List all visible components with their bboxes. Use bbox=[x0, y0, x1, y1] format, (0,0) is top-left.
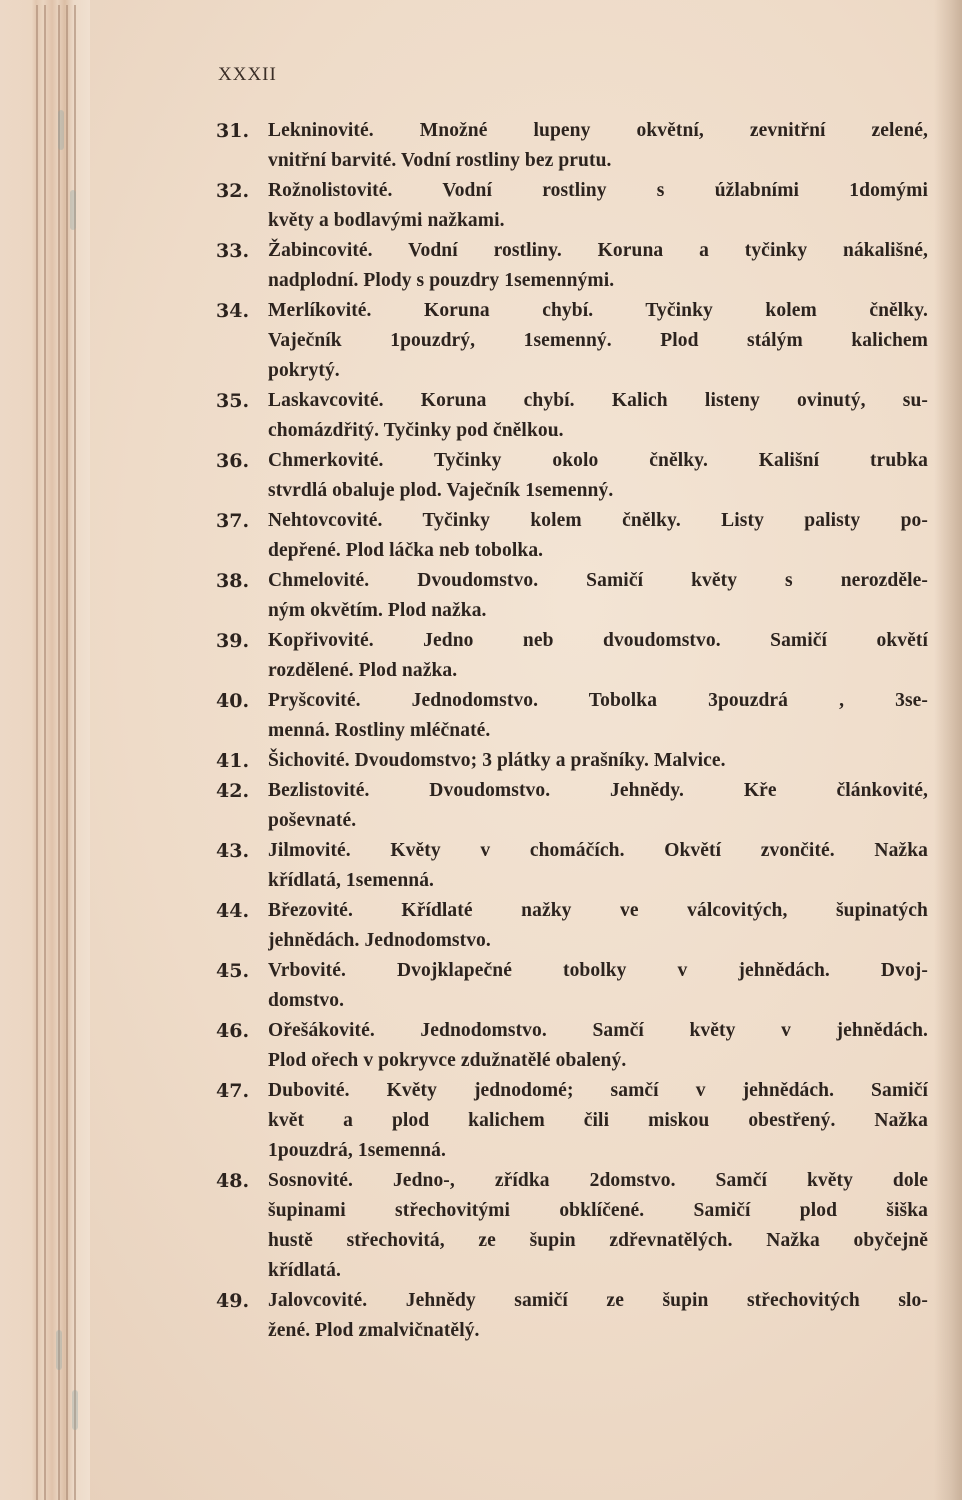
entry-line: Bezlistovité. Dvoudomstvo. Jehnědy. Kře článkovité, bbox=[268, 780, 928, 801]
entry-number: 42. bbox=[216, 780, 250, 802]
entry-number: 45. bbox=[216, 960, 250, 982]
entry-number: 39. bbox=[216, 630, 250, 652]
entry-number: 35. bbox=[216, 390, 250, 412]
list-item bbox=[216, 236, 928, 296]
entry-line: Šichovité. Dvoudomstvo; 3 plátky a prašníky. Malvice. bbox=[268, 750, 726, 771]
entry-number: 33. bbox=[216, 240, 250, 262]
entry-number: 49. bbox=[216, 1290, 250, 1312]
entry-text bbox=[268, 176, 928, 236]
list-item bbox=[216, 896, 928, 956]
binding-edge-line bbox=[66, 5, 68, 1500]
list-item bbox=[216, 776, 928, 836]
entry-line: Březovité. Křídlaté nažky ve válcovitých, šupinatých bbox=[268, 900, 928, 921]
entry-line: Vrbovité. Dvojklapečné tobolky v jehnědách. Dvoj- bbox=[268, 960, 928, 981]
entry-line: květ a plod kalichem čili miskou obestřený. Nažka bbox=[268, 1110, 928, 1131]
entry-text bbox=[268, 956, 928, 1016]
entry-number: 46. bbox=[216, 1020, 250, 1042]
binding-edge-line bbox=[58, 5, 60, 1500]
entry-text bbox=[268, 296, 928, 386]
entry-line: Merlíkovité. Koruna chybí. Tyčinky kolem čnělky. bbox=[268, 300, 928, 321]
page-edge-shadow bbox=[934, 0, 962, 1500]
entry-line: vnitřní barvité. Vodní rostliny bez prutu. bbox=[268, 150, 612, 171]
entry-line: Ořešákovité. Jednodomstvo. Samčí květy v jehnědách. bbox=[268, 1020, 928, 1041]
book-binding bbox=[0, 0, 90, 1500]
binding-stain bbox=[70, 190, 76, 230]
entry-text bbox=[268, 116, 928, 176]
entry-text bbox=[268, 746, 928, 776]
entry-line: Jilmovité. Květy v chomáčích. Okvětí zvončité. Nažka bbox=[268, 840, 928, 861]
entry-number: 41. bbox=[216, 750, 250, 772]
entry-line: Kopřivovité. Jedno neb dvoudomstvo. Samičí okvětí bbox=[268, 630, 928, 651]
entry-number: 36. bbox=[216, 450, 250, 472]
entry-line: depřené. Plod láčka neb tobolka. bbox=[268, 540, 544, 561]
list-item bbox=[216, 386, 928, 446]
entry-line: rozdělené. Plod nažka. bbox=[268, 660, 458, 681]
entry-line: Laskavcovité. Koruna chybí. Kalich listeny ovinutý, su- bbox=[268, 390, 928, 411]
binding-edge-line bbox=[36, 5, 38, 1500]
entry-line: chomázdřitý. Tyčinky pod čnělkou. bbox=[268, 420, 564, 441]
entry-line: Rožnolistovité. Vodní rostliny s úžlabními 1domými bbox=[268, 180, 928, 201]
entry-line: Plod ořech v pokryvce zdužnatělé obalený. bbox=[268, 1050, 627, 1071]
entry-number: 38. bbox=[216, 570, 250, 592]
list-item bbox=[216, 506, 928, 566]
entry-number: 47. bbox=[216, 1080, 250, 1102]
entry-line: stvrdlá obaluje plod. Vaječník 1semenný. bbox=[268, 480, 614, 501]
entry-line: poševnaté. bbox=[268, 810, 357, 831]
entry-number: 32. bbox=[216, 180, 250, 202]
entry-number: 43. bbox=[216, 840, 250, 862]
entry-line: Lekninovité. Množné lupeny okvětní, zevnitřní zelené, bbox=[268, 120, 928, 141]
entry-text bbox=[268, 1076, 928, 1166]
entry-line: ným okvětím. Plod nažka. bbox=[268, 600, 487, 621]
entry-number: 48. bbox=[216, 1170, 250, 1192]
entry-line: 1pouzdrá, 1semenná. bbox=[268, 1140, 446, 1161]
entry-line: domstvo. bbox=[268, 990, 345, 1011]
list-item bbox=[216, 1286, 928, 1346]
entry-text bbox=[268, 836, 928, 896]
list-item bbox=[216, 956, 928, 1016]
list-item bbox=[216, 626, 928, 686]
entry-number: 31. bbox=[216, 120, 250, 142]
entry-line: žené. Plod zmalvičnatělý. bbox=[268, 1320, 480, 1341]
entry-number: 34. bbox=[216, 300, 250, 322]
binding-stain bbox=[56, 1330, 62, 1370]
entry-text bbox=[268, 626, 928, 686]
entry-text bbox=[268, 566, 928, 626]
page-number: XXXII bbox=[218, 64, 277, 85]
entry-line: křídlatá, 1semenná. bbox=[268, 870, 435, 891]
entry-line: Sosnovité. Jedno-, zřídka 2domstvo. Samčí květy dole bbox=[268, 1170, 928, 1191]
entry-line: šupinami střechovitými obklíčené. Samičí plod šiška bbox=[268, 1200, 928, 1221]
entry-number: 37. bbox=[216, 510, 250, 532]
entry-line: pokrytý. bbox=[268, 360, 340, 381]
list-item bbox=[216, 836, 928, 896]
entry-number: 40. bbox=[216, 690, 250, 712]
binding-edge-line bbox=[44, 5, 46, 1500]
list-item bbox=[216, 1166, 928, 1286]
family-list bbox=[216, 116, 928, 1346]
entry-line: Vaječník 1pouzdrý, 1semenný. Plod stálým kalichem bbox=[268, 330, 928, 351]
list-item bbox=[216, 1016, 928, 1076]
entry-text bbox=[268, 896, 928, 956]
entry-line: jehnědách. Jednodomstvo. bbox=[268, 930, 491, 951]
entry-text bbox=[268, 1286, 928, 1346]
entry-line: Pryšcovité. Jednodomstvo. Tobolka 3pouzdrá , 3se- bbox=[268, 690, 928, 711]
entry-text bbox=[268, 236, 928, 296]
entry-text bbox=[268, 776, 928, 836]
entry-line: květy a bodlavými nažkami. bbox=[268, 210, 505, 231]
entry-line: hustě střechovitá, ze šupin zdřevnatělých. Nažka obyčejně bbox=[268, 1230, 928, 1251]
list-item bbox=[216, 686, 928, 746]
entry-line: Dubovité. Květy jednodomé; samčí v jehnědách. Samičí bbox=[268, 1080, 928, 1101]
entry-text bbox=[268, 386, 928, 446]
binding-stain bbox=[58, 110, 64, 150]
entry-number: 44. bbox=[216, 900, 250, 922]
entry-line: nadplodní. Plody s pouzdry 1semennými. bbox=[268, 270, 615, 291]
entry-line: Nehtovcovité. Tyčinky kolem čnělky. Listy palisty po- bbox=[268, 510, 928, 531]
entry-line: křídlatá. bbox=[268, 1260, 341, 1281]
list-item bbox=[216, 1076, 928, 1166]
entry-text bbox=[268, 506, 928, 566]
entry-text bbox=[268, 446, 928, 506]
entry-line: Chmerkovité. Tyčinky okolo čnělky. Kališní trubka bbox=[268, 450, 928, 471]
list-item bbox=[216, 446, 928, 506]
binding-stain bbox=[72, 1390, 78, 1430]
list-item bbox=[216, 566, 928, 626]
list-item bbox=[216, 296, 928, 386]
list-item bbox=[216, 116, 928, 176]
entry-line: Jalovcovité. Jehnědy samičí ze šupin střechovitých slo- bbox=[268, 1290, 928, 1311]
entry-text bbox=[268, 686, 928, 746]
entry-line: menná. Rostliny mléčnaté. bbox=[268, 720, 491, 741]
entry-text bbox=[268, 1166, 928, 1286]
entry-text bbox=[268, 1016, 928, 1076]
list-item bbox=[216, 746, 928, 776]
entry-line: Žabincovité. Vodní rostliny. Koruna a tyčinky nákališné, bbox=[268, 240, 928, 261]
entry-line: Chmelovité. Dvoudomstvo. Samičí květy s nerozděle- bbox=[268, 570, 928, 591]
list-item bbox=[216, 176, 928, 236]
